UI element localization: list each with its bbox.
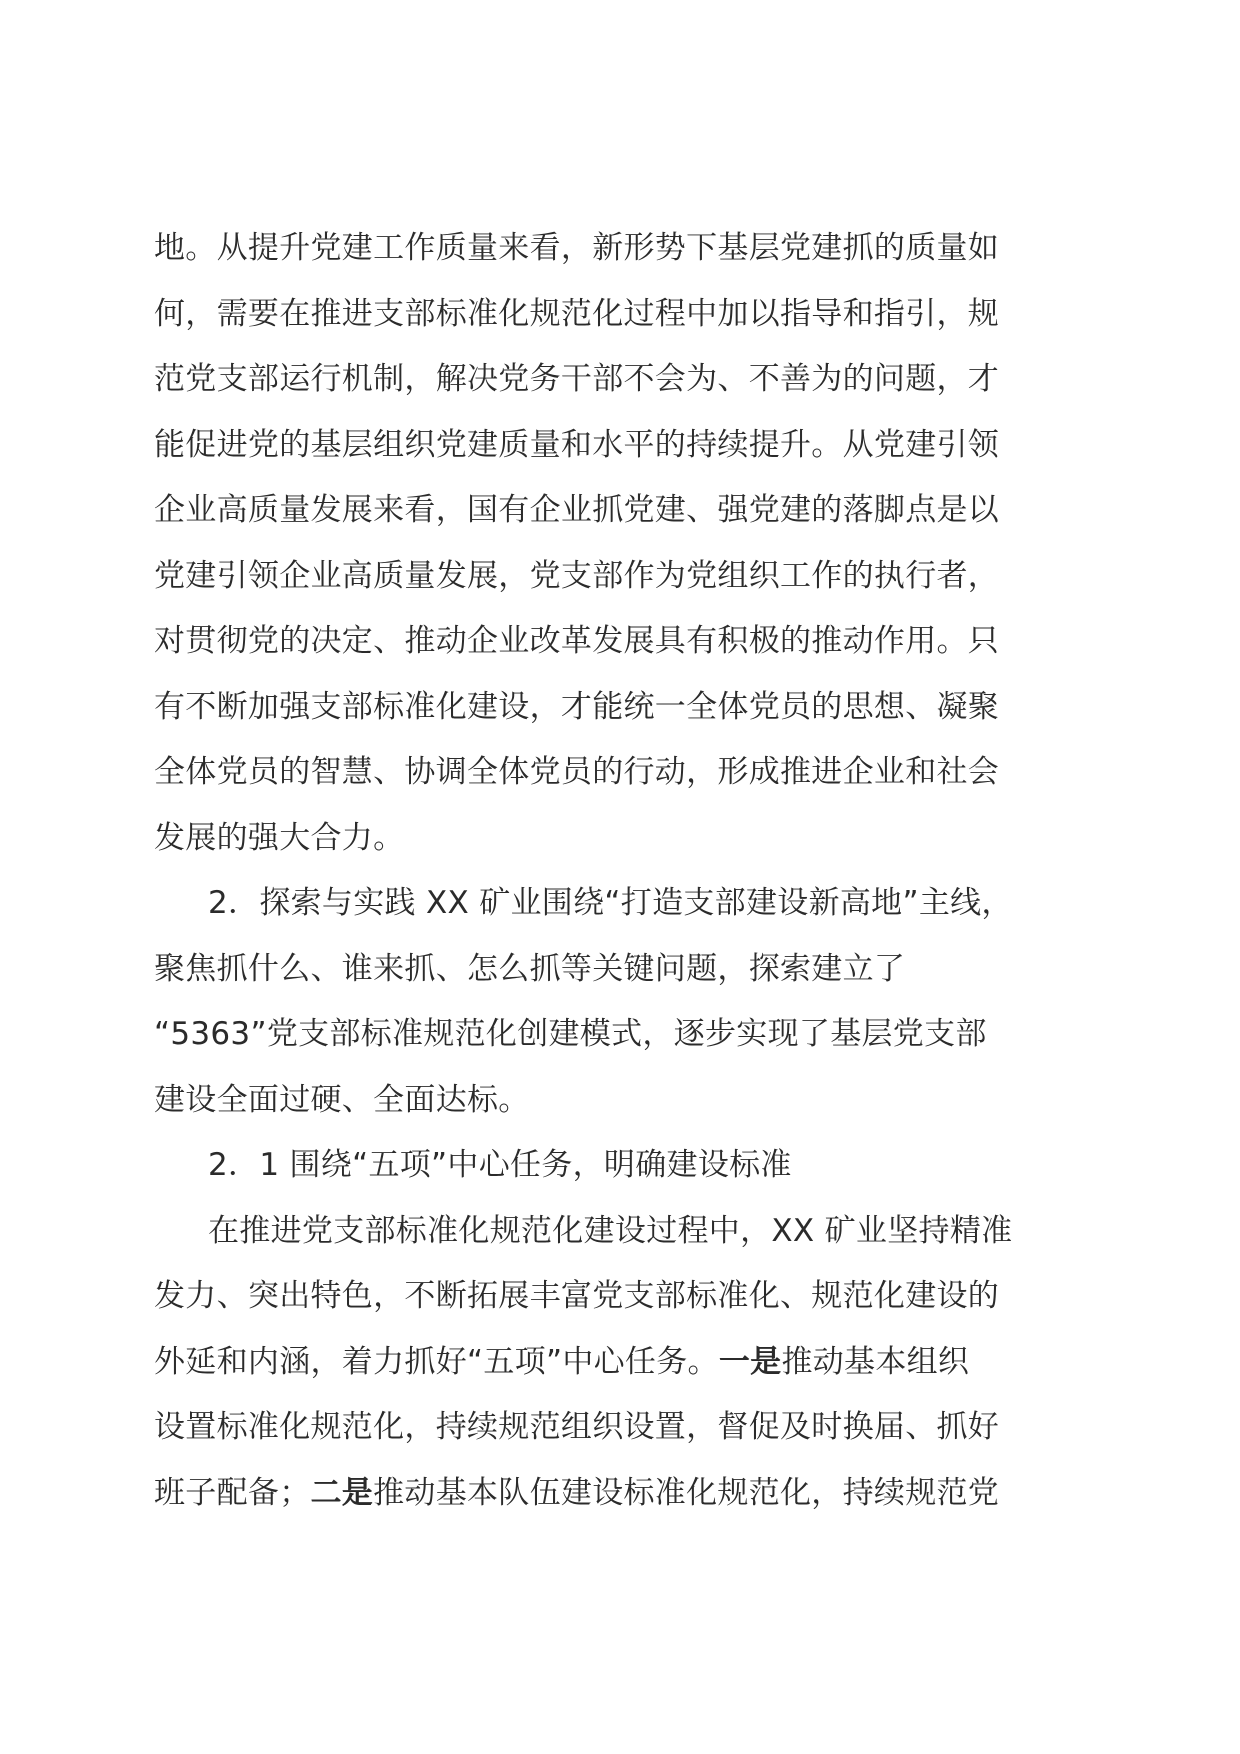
text-line: 企业高质量发展来看，国有企业抓党建、强党建的落脚点是以 [154, 492, 1000, 528]
text-line: 范党支部运行机制，解决党务干部不会为、不善为的问题，才 [154, 361, 1000, 397]
bold-emphasis: 一是 [718, 1343, 782, 1380]
section-heading-2: 2．探索与实践 XX 矿业围绕“打造支部建设新高地”主线， [208, 885, 1013, 921]
text-line: “5363”党支部标准规范化创建模式，逐步实现了基层党支部 [154, 1016, 987, 1052]
text-line: 能促进党的基层组织党建质量和水平的持续提升。从党建引领 [154, 426, 1000, 463]
text-line-with-bold [154, 1330, 1114, 1396]
text-line: 发展的强大合力。 [154, 819, 405, 856]
text-line: 聚焦抓什么、谁来抓、怎么抓等关键问题，探索建立了 [154, 950, 906, 987]
text-span: 班子配备； [154, 1474, 311, 1511]
text-line: 有不断加强支部标准化建设，才能统一全体党员的思想、凝聚 [154, 688, 1000, 725]
text-line: 全体党员的智慧、协调全体党员的行动，形成推进企业和社会 [154, 754, 1000, 790]
text-line: 对贯彻党的决定、推动企业改革发展具有积极的推动作用。只 [154, 623, 1000, 659]
text-line: 发力、突出特色，不断拓展丰富党支部标准化、规范化建设的 [154, 1278, 1000, 1314]
bold-emphasis: 二是 [310, 1474, 374, 1511]
text-line: 党建引领企业高质量发展，党支部作为党组织工作的执行者， [154, 557, 1000, 594]
body-text [154, 216, 1114, 1526]
text-line: 设置标准化规范化，持续规范组织设置，督促及时换届、抓好 [154, 1409, 1000, 1445]
text-line: 何，需要在推进支部标准化规范化过程中加以指导和指引，规 [154, 295, 1000, 332]
text-line: 在推进党支部标准化规范化建设过程中，XX 矿业坚持精准 [208, 1212, 1013, 1249]
text-line: 建设全面过硬、全面达标。 [154, 1081, 530, 1118]
text-span: 外延和内涵，着力抓好“五项”中心任务。 [154, 1343, 719, 1380]
text-span: 推动基本队伍建设标准化规范化，持续规范党 [373, 1474, 1000, 1511]
text-span: 推动基本组织 [781, 1343, 970, 1380]
text-line-with-bold [154, 1461, 1114, 1527]
section-heading-2-1: 2．1 围绕“五项”中心任务，明确建设标准 [208, 1147, 792, 1183]
text-line: 地。从提升党建工作质量来看，新形势下基层党建抓的质量如 [154, 230, 1000, 266]
